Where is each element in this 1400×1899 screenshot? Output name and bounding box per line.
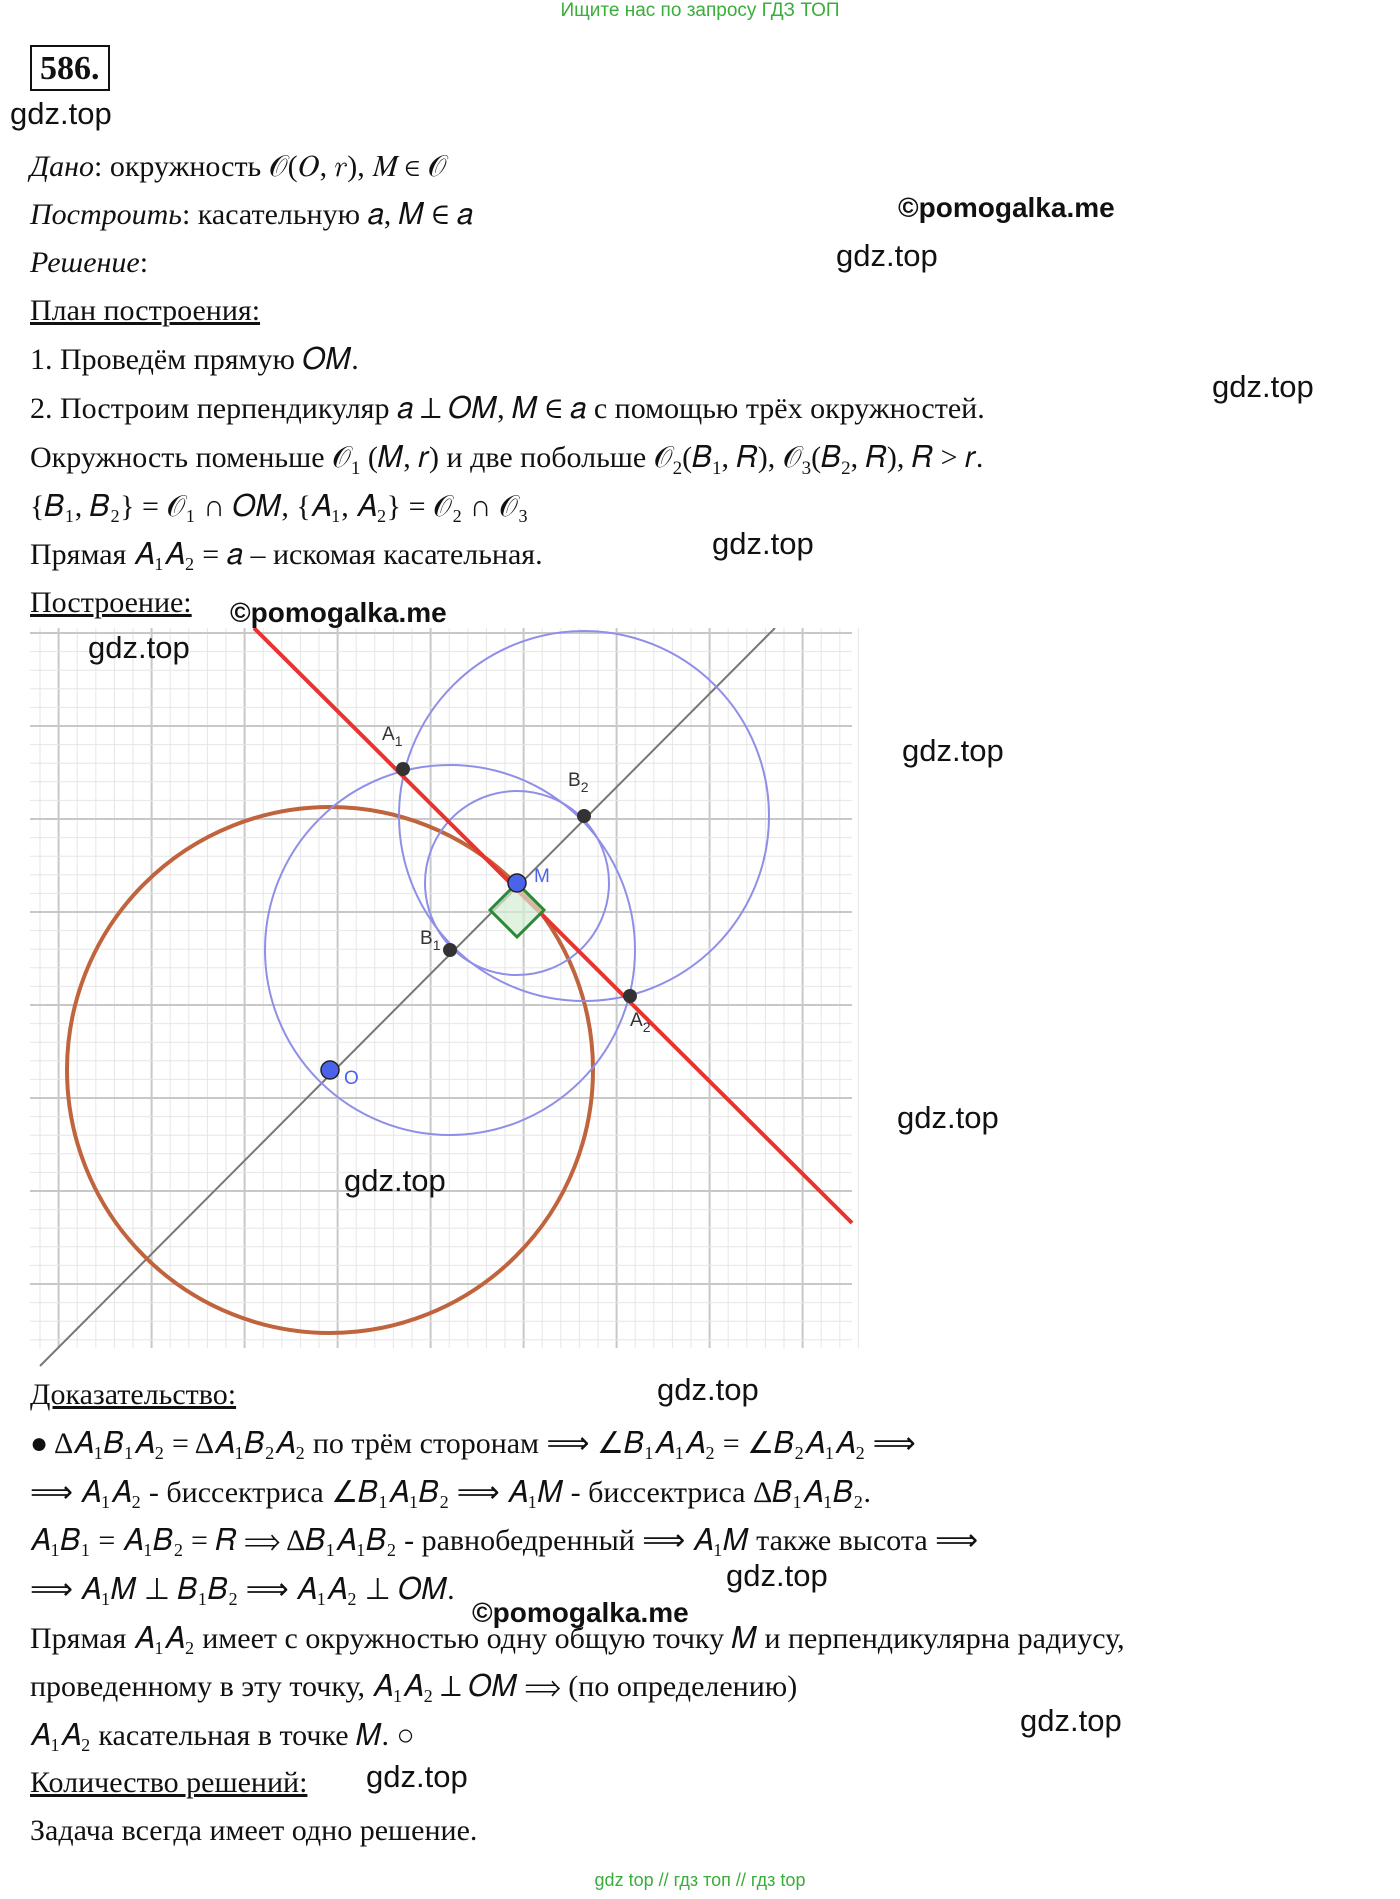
plan-circles-text: (𝐵 (682, 441, 712, 474)
subscript: 1 (712, 458, 722, 479)
point-o (321, 1061, 339, 1079)
subscript: 2 (841, 458, 851, 479)
watermark-gdz: gdz.top (657, 1372, 759, 1407)
point-a2 (623, 989, 637, 1003)
count-heading: Количество решений: (30, 1766, 308, 1799)
solution-label: Решение (30, 246, 140, 279)
plan-result: Прямая 𝐴₁𝐴₂ = 𝑎 – искомая касательная. (30, 538, 543, 571)
proof-line-2: ⟹ 𝐴₁𝐴₂ - биссектриса ∠𝐵₁𝐴₁𝐵₂ ⟹ 𝐴₁𝑀 - биссектриса Δ𝐵₁𝐴₁𝐵₂. (30, 1476, 871, 1509)
tangent-line (254, 628, 852, 1223)
construct-label: Построить (30, 198, 182, 231)
plan-circles-text: Окружность поменьше 𝒪 (30, 441, 351, 474)
proof-line-1: ● Δ𝐴₁𝐵₁𝐴₂ = Δ𝐴₁𝐵₂𝐴₂ по трём сторонам ⟹ ∠𝐵₁𝐴₁𝐴₂ = ∠𝐵₂𝐴₁𝐴₂ ⟹ (30, 1427, 916, 1460)
watermark-gdz: gdz.top (1212, 369, 1314, 404)
point-b2 (577, 809, 591, 823)
point-b1 (443, 943, 457, 957)
construction-heading: Построение: (30, 586, 192, 619)
label-a2: $A_2$ (630, 1010, 651, 1035)
watermark-gdz: gdz.top (726, 1558, 828, 1593)
point-a1 (396, 762, 410, 776)
line-om (40, 628, 775, 1366)
given-line (30, 147, 447, 187)
watermark-gdz: gdz.top (712, 526, 814, 561)
watermark-gdz: gdz.top (366, 1759, 468, 1794)
watermark-gdz: gdz.top (836, 238, 938, 273)
watermark-pomogalka: ©pomogalka.me (472, 1597, 689, 1628)
proof-line-4: ⟹ 𝐴₁𝑀 ⊥ 𝐵₁𝐵₂ ⟹ 𝐴₁𝐴₂ ⊥ 𝑂𝑀. (30, 1573, 455, 1606)
watermark-gdz: gdz.top (10, 96, 112, 131)
given-text: : окружность 𝒪(𝑂, 𝑟), 𝑀 ∈ 𝒪 (93, 150, 447, 183)
top-banner[interactable]: Ищите нас по запросу ГДЗ ТОП (560, 0, 840, 21)
watermark-gdz: gdz.top (88, 630, 190, 665)
given-label: Дано (30, 150, 94, 183)
label-b1: $B_1$ (420, 928, 441, 953)
watermark-gdz: gdz.top (897, 1100, 999, 1135)
solution-line (30, 243, 148, 283)
proof-heading: Доказательство: (30, 1378, 237, 1411)
construct-line (30, 195, 473, 235)
plan-circles-text: (𝐵 (811, 441, 842, 474)
watermark-gdz: gdz.top (1020, 1703, 1122, 1738)
footer-links[interactable]: gdz top // гдз топ // гдз top (594, 1870, 806, 1890)
point-m (508, 874, 526, 892)
label-o: O (344, 1068, 359, 1089)
proof-line-5: Прямая 𝐴₁𝐴₂ имеет с окружностью одну общую точку 𝑀 и перпендикулярна радиусу, (30, 1622, 1125, 1655)
label-b2: $B_2$ (568, 770, 589, 795)
plan-sets: {𝐵₁, 𝐵₂} = 𝒪₁ ∩ 𝑂𝑀, {𝐴₁, 𝐴₂} = 𝒪₂ ∩ 𝒪₃ (30, 490, 529, 523)
proof-line-3: 𝐴₁𝐵₁ = 𝐴₁𝐵₂ = 𝑅 ⟹ Δ𝐵₁𝐴₁𝐵₂ - равнобедренный ⟹ 𝐴₁𝑀 также высота ⟹ (30, 1524, 979, 1557)
label-a1: $A_1$ (382, 724, 403, 749)
watermark-pomogalka: ©pomogalka.me (230, 597, 447, 628)
subscript: 2 (672, 458, 683, 479)
proof-line-7: 𝐴₁𝐴₂ касательная в точке 𝑀. ○ (30, 1719, 415, 1752)
plan-circles-text: (𝑀, 𝑟) и две побольше 𝒪 (360, 441, 673, 474)
plan-step-2: 2. Построим перпендикуляр 𝑎 ⊥ 𝑂𝑀, 𝑀 ∈ 𝑎 с помощью трёх окружностей. (30, 392, 985, 425)
plan-heading: План построения: (30, 294, 261, 327)
label-m: M (534, 866, 550, 887)
subscript: 1 (350, 458, 361, 479)
subscript: 3 (801, 458, 812, 479)
construction-figure (30, 628, 860, 1368)
construct-text: : касательную 𝑎, 𝑀 ∈ 𝑎 (181, 198, 473, 231)
plan-step-1: 1. Проведём прямую 𝑂𝑀. (30, 343, 359, 376)
solution-colon: : (139, 246, 149, 279)
problem-number: 586. (30, 45, 110, 91)
proof-line-6: проведенному в эту точку, 𝐴₁𝐴₂ ⊥ 𝑂𝑀 ⟹ (по определению) (30, 1670, 798, 1703)
plan-circles (30, 438, 983, 489)
plan-circles-text: , 𝑅), 𝑅 > 𝑟. (850, 441, 984, 474)
grid (30, 628, 858, 1348)
watermark-pomogalka: ©pomogalka.me (898, 192, 1115, 223)
count-text: Задача всегда имеет одно решение. (30, 1814, 478, 1847)
watermark-gdz: gdz.top (902, 733, 1004, 768)
watermark-gdz: gdz.top (344, 1163, 446, 1198)
plan-circles-text: , 𝑅), 𝒪 (721, 441, 802, 474)
